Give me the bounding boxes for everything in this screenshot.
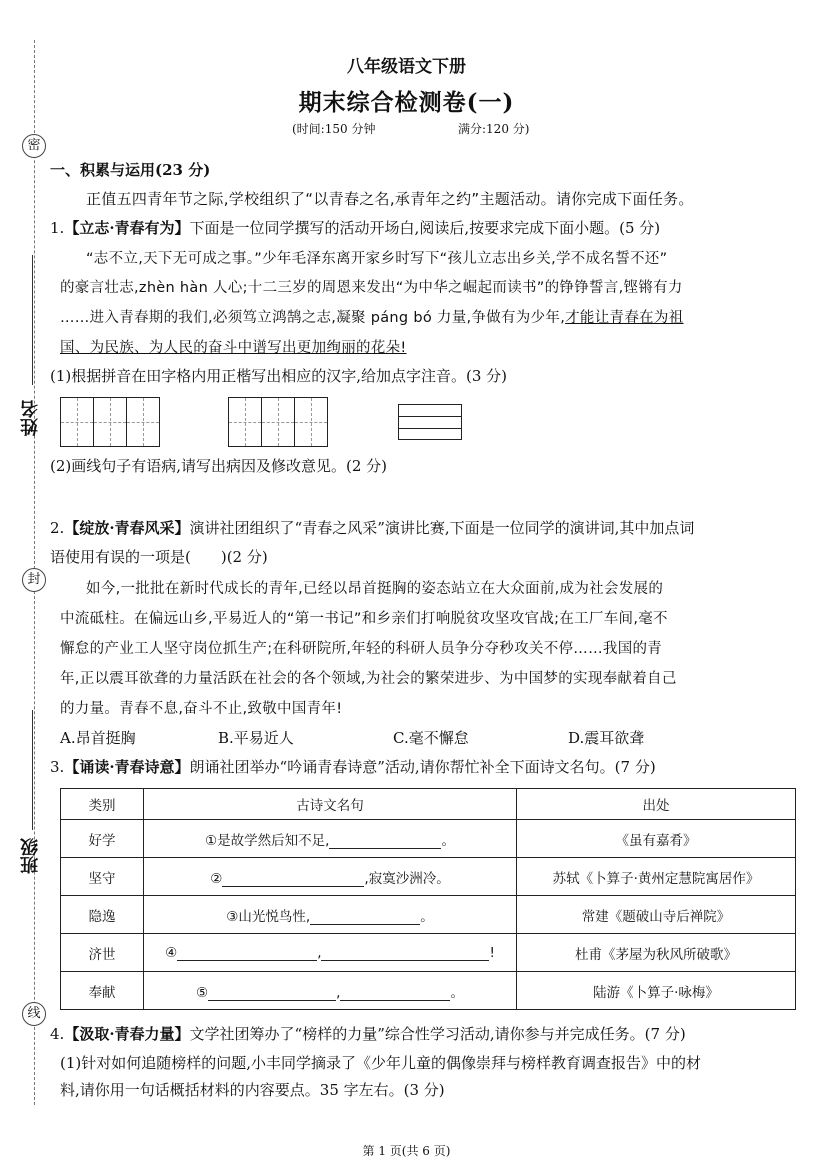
answer-blank[interactable] bbox=[321, 946, 489, 961]
underlined-sentence: 国、为民族、为人民的奋斗中谱写出更加绚丽的花朵! bbox=[60, 340, 407, 356]
table-row bbox=[61, 858, 796, 896]
name-label: 姓名 bbox=[20, 400, 41, 436]
passage-text: ……进入青春期的我们,必须笃立鸿鹄之志,凝聚 páng bó 力量,争做有为少年, bbox=[60, 310, 566, 326]
sub-question: (1)根据拼音在田字格内用正楷写出相应的汉字,给加点字注音。(3 分) bbox=[50, 367, 508, 385]
passage-line: 的豪言壮志,zhèn hàn 人心;十二三岁的周恩来发出“为中华之崛起而读书”的铮铮誓言,铿锵有力 bbox=[60, 280, 683, 296]
question-tag: 【汲取·青春力量】 bbox=[64, 1025, 190, 1043]
option-c[interactable]: C.毫不懈怠 bbox=[393, 729, 469, 747]
verse-text: 。 bbox=[441, 832, 455, 849]
grade-title: 八年级语文下册 bbox=[347, 57, 466, 77]
verse-cell bbox=[144, 972, 517, 1010]
seal-xian: 线 bbox=[22, 1002, 46, 1026]
verse-text: 。 bbox=[450, 984, 464, 1001]
question-number: 1. bbox=[50, 219, 65, 237]
sub-question: 料,请你用一句话概括材料的内容要点。35 字左右。(3 分) bbox=[60, 1081, 445, 1099]
seal-mi: 密 bbox=[22, 134, 46, 158]
source-cell: 常建《题破山寺后禅院》 bbox=[517, 896, 796, 934]
table-row bbox=[61, 934, 796, 972]
verse-text: ,寂寞沙洲冷。 bbox=[364, 870, 450, 887]
passage-line: 懈怠的产业工人坚守岗位抓生产;在科研院所,年轻的科研人员争分夺秒攻关不停……我国的青 bbox=[60, 641, 663, 657]
passage-line: 中流砥柱。在偏远山乡,平易近人的“第一书记”和乡亲们打响脱贫攻坚攻官战;在工厂车间,毫不 bbox=[60, 611, 668, 627]
question-number: 3. bbox=[50, 758, 65, 776]
verse-text: ④ bbox=[165, 944, 178, 961]
verse-cell bbox=[144, 896, 517, 934]
answer-blank[interactable] bbox=[208, 986, 336, 1001]
category-cell: 济世 bbox=[61, 934, 144, 972]
table-row bbox=[61, 972, 796, 1010]
verse-text: 。 bbox=[420, 908, 434, 925]
class-label: 班级 bbox=[20, 838, 41, 874]
sub-question: (1)针对如何追随榜样的问题,小丰同学摘录了《少年儿童的偶像崇拜与榜样教育调查报告》中的材 bbox=[60, 1054, 702, 1072]
answer-blank[interactable] bbox=[329, 834, 441, 849]
question-tag: 【立志·青春有为】 bbox=[64, 219, 190, 237]
question-text-cont: 语使用有误的一项是( )(2 分) bbox=[50, 548, 268, 566]
passage-line bbox=[60, 306, 684, 327]
column-header: 出处 bbox=[517, 789, 796, 820]
verse-cell bbox=[144, 934, 517, 972]
question-1-heading bbox=[50, 218, 795, 238]
table-header-row bbox=[61, 789, 796, 820]
tianzige-box-1[interactable] bbox=[60, 397, 160, 447]
category-cell: 奉献 bbox=[61, 972, 144, 1010]
pinyin-box[interactable] bbox=[398, 404, 462, 440]
column-header: 古诗文名句 bbox=[144, 789, 517, 820]
page-title: 期末综合检测卷(一) bbox=[298, 89, 515, 116]
passage-line: 年,正以震耳欲聋的力量活跃在社会的各个领域,为社会的繁荣进步、为中国梦的实现奉献着自己 bbox=[60, 671, 677, 687]
section-intro: 正值五四青年节之际,学校组织了“以青春之名,承青年之约”主题活动。请你完成下面任务。 bbox=[86, 190, 694, 208]
underlined-sentence: 才能让青春在为祖 bbox=[565, 310, 684, 326]
option-b[interactable]: B.平易近人 bbox=[218, 729, 294, 747]
class-write-line[interactable] bbox=[32, 710, 33, 830]
poem-table bbox=[60, 788, 796, 1010]
question-number: 2. bbox=[50, 519, 65, 537]
verse-cell bbox=[144, 858, 517, 896]
question-3-heading bbox=[50, 757, 795, 777]
source-cell: 陆游《卜算子·咏梅》 bbox=[517, 972, 796, 1010]
answer-blank[interactable] bbox=[310, 910, 420, 925]
question-text: 演讲社团组织了“青春之风采”演讲比赛,下面是一位同学的演讲词,其中加点词 bbox=[189, 519, 695, 537]
category-cell: 坚守 bbox=[61, 858, 144, 896]
verse-text: ! bbox=[489, 944, 495, 961]
question-2-heading bbox=[50, 518, 795, 538]
sub-question: (2)画线句子有语病,请写出病因及修改意见。(2 分) bbox=[50, 457, 388, 475]
question-tag: 【诵读·青春诗意】 bbox=[64, 758, 190, 776]
page-number: 第 1 页(共 6 页) bbox=[362, 1144, 451, 1158]
verse-text: , bbox=[317, 944, 322, 961]
question-text: 朗诵社团举办“吟诵青春诗意”活动,请你帮忙补全下面诗文名句。(7 分) bbox=[189, 758, 656, 776]
passage-line: 的力量。青春不息,奋斗不止,致敬中国青年! bbox=[60, 701, 343, 717]
source-cell: 杜甫《茅屋为秋风所破歌》 bbox=[517, 934, 796, 972]
question-4-heading bbox=[50, 1024, 795, 1044]
passage-line: “志不立,天下无可成之事。”少年毛泽东离开家乡时写下“孩儿立志出乡关,学不成名誓不还” bbox=[86, 251, 668, 267]
question-text: 文学社团筹办了“榜样的力量”综合性学习活动,请你参与并完成任务。(7 分) bbox=[189, 1025, 686, 1043]
option-d[interactable]: D.震耳欲聋 bbox=[568, 729, 645, 747]
question-number: 4. bbox=[50, 1025, 65, 1043]
section-heading: 一、积累与运用(23 分) bbox=[50, 161, 211, 179]
exam-time: (时间:150 分钟 bbox=[292, 122, 376, 136]
column-header: 类别 bbox=[61, 789, 144, 820]
source-cell: 《虽有嘉肴》 bbox=[517, 820, 796, 858]
option-a[interactable]: A.昂首挺胸 bbox=[60, 729, 136, 747]
verse-text: , bbox=[336, 984, 341, 1001]
answer-blank[interactable] bbox=[340, 986, 450, 1001]
source-cell: 苏轼《卜算子·黄州定慧院寓居作》 bbox=[517, 858, 796, 896]
verse-cell bbox=[144, 820, 517, 858]
verse-text: ①是故学然后知不足, bbox=[205, 832, 330, 849]
table-row bbox=[61, 896, 796, 934]
question-tag: 【绽放·青春风采】 bbox=[64, 519, 190, 537]
category-cell: 好学 bbox=[61, 820, 144, 858]
category-cell: 隐逸 bbox=[61, 896, 144, 934]
exam-score: 满分:120 分) bbox=[458, 122, 530, 136]
table-row bbox=[61, 820, 796, 858]
tianzige-box-2[interactable] bbox=[228, 397, 328, 447]
verse-text: ③山光悦鸟性, bbox=[226, 908, 311, 925]
verse-text: ② bbox=[210, 870, 223, 887]
seal-feng: 封 bbox=[22, 568, 46, 592]
question-text: 下面是一位同学撰写的活动开场白,阅读后,按要求完成下面小题。(5 分) bbox=[189, 219, 661, 237]
answer-blank[interactable] bbox=[177, 946, 317, 961]
answer-blank[interactable] bbox=[222, 872, 364, 887]
verse-text: ⑤ bbox=[196, 984, 209, 1001]
name-write-line[interactable] bbox=[32, 255, 33, 385]
passage-line: 如今,一批批在新时代成长的青年,已经以昂首挺胸的姿态站立在大众面前,成为社会发展的 bbox=[86, 581, 664, 597]
